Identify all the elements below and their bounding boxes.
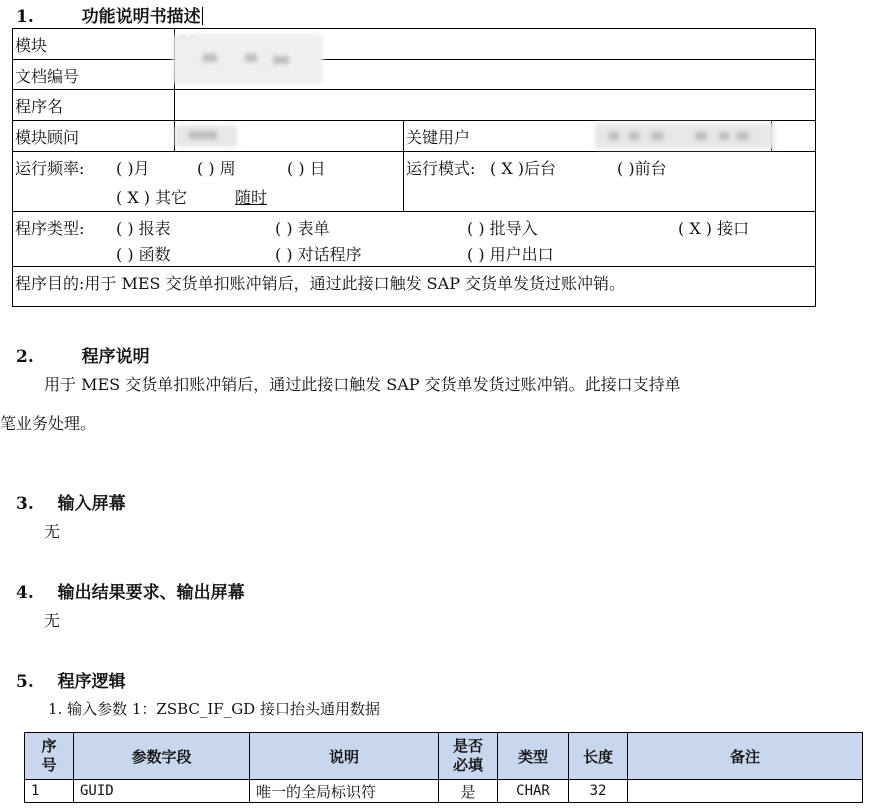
section4-heading [16, 578, 245, 603]
freq-label: 运行频率: [15, 159, 85, 178]
type-function: ( ) 函数 [116, 245, 171, 264]
freq-option-day: ( ) 日 [287, 159, 326, 178]
param-table-header-row [25, 733, 863, 780]
section1-number: 1. [16, 7, 34, 27]
section4-number: 4. [16, 583, 34, 603]
section1-heading [16, 2, 203, 27]
freq-option-month: ( )月 [116, 159, 150, 178]
consultant-label: 模块顾问 [15, 128, 80, 147]
table-row [25, 780, 863, 803]
spec-table [12, 28, 816, 307]
type-form: ( ) 表单 [275, 219, 330, 238]
type-user-exit: ( ) 用户出口 [467, 245, 554, 264]
section3-number: 3. [16, 494, 34, 514]
spec-row-purpose [13, 267, 815, 307]
spec-row-consultant [13, 121, 815, 152]
section2-heading [16, 342, 150, 367]
section2-paragraph-line1: 用于 MES 交货单扣账冲销后，通过此接口触发 SAP 交货单发货过账冲销。此接口支持单 [44, 375, 681, 394]
section5-title: 程序逻辑 [57, 672, 126, 692]
text-cursor [202, 7, 203, 25]
param-header-type: 类型 [498, 733, 569, 780]
redacted-key-user [595, 123, 775, 149]
spec-row-doc-no [13, 60, 815, 90]
redacted-consultant [175, 125, 237, 147]
param-cell-required: 是 [439, 780, 498, 803]
param-cell-seq: 1 [25, 780, 74, 803]
freq-other-value: 随时 [235, 188, 268, 207]
param-header-desc: 说明 [250, 733, 439, 780]
type-interface: ( X ) 接口 [678, 219, 750, 238]
redacted-doc-no [173, 34, 323, 84]
type-report: ( ) 报表 [116, 219, 171, 238]
section5-subheading: 1. 输入参数 1：ZSBC_IF_GD 接口抬头通用数据 [48, 700, 380, 718]
section3-heading [16, 489, 126, 514]
doc-no-label: 文档编号 [15, 67, 80, 86]
mode-label: 运行模式: [406, 159, 476, 178]
section4-body: 无 [44, 611, 61, 630]
mode-option-background: ( X )后台 [490, 159, 557, 178]
key-user-label: 关键用户 [406, 128, 471, 147]
param-cell-remark [628, 780, 863, 803]
purpose-text: 程序目的:用于 MES 交货单扣账冲销后，通过此接口触发 SAP 交货单发货过账冲销。 [15, 274, 626, 293]
param-header-seq: 序号 [25, 733, 74, 780]
type-label: 程序类型: [15, 219, 85, 238]
param-header-length: 长度 [569, 733, 628, 780]
section3-body: 无 [44, 522, 61, 541]
type-batch-import: ( ) 批导入 [467, 219, 538, 238]
spec-row-program-type [13, 212, 815, 267]
param-cell-type: CHAR [498, 780, 569, 803]
param-header-field: 参数字段 [74, 733, 250, 780]
section1-title: 功能说明书描述 [81, 7, 201, 27]
freq-option-week: ( ) 周 [197, 159, 236, 178]
section2-title: 程序说明 [81, 347, 150, 367]
mode-option-foreground: ( )前台 [617, 159, 667, 178]
param-header-remark: 备注 [628, 733, 863, 780]
type-dialog-program: ( ) 对话程序 [275, 245, 362, 264]
spec-row-module [13, 29, 815, 60]
module-label: 模块 [15, 36, 48, 55]
spec-row-frequency [13, 152, 815, 212]
section2-paragraph-line2: 笔业务处理。 [0, 414, 97, 433]
section3-title: 输入屏幕 [57, 494, 126, 514]
program-name-label: 程序名 [15, 97, 64, 116]
param-cell-length: 32 [569, 780, 628, 803]
param-table [24, 732, 863, 803]
section4-title: 输出结果要求、输出屏幕 [57, 583, 245, 603]
section2-number: 2. [16, 347, 34, 367]
param-cell-field: GUID [74, 780, 250, 803]
section5-number: 5. [16, 672, 34, 692]
param-cell-desc: 唯一的全局标识符 [250, 780, 439, 803]
spec-row-program-name [13, 90, 815, 121]
freq-option-other: ( X ) 其它 [116, 188, 188, 207]
section5-heading [16, 667, 126, 692]
param-header-required: 是否必填 [439, 733, 498, 780]
